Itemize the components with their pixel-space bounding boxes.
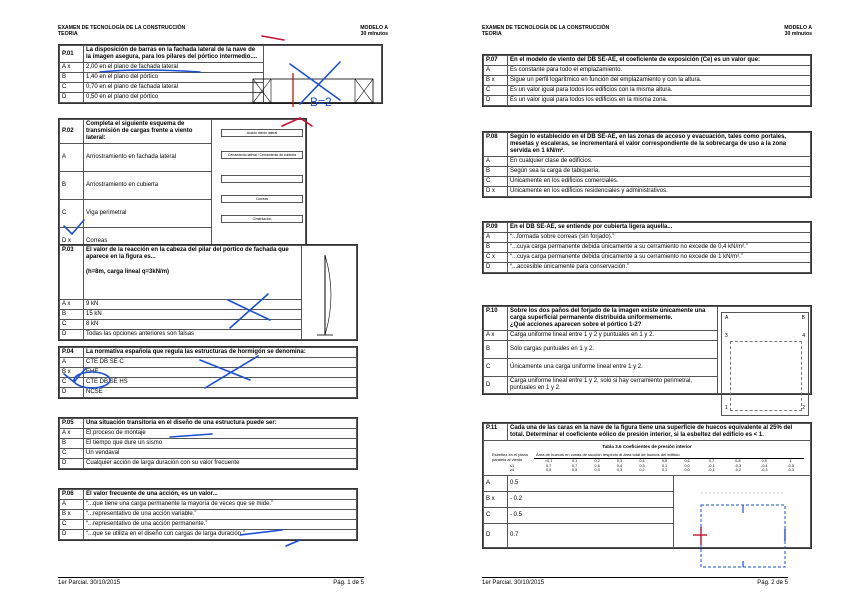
option-b[interactable]: Arriostramiento en cubierta	[84, 172, 212, 200]
table-cell: -0,1	[708, 468, 715, 473]
option-a[interactable]: 2,00 en el plano de fachada lateral	[84, 63, 264, 73]
option-c[interactable]: “...cuya carga permanente debida únicamente a su cerramiento no excede de 1 kN/m².”	[508, 253, 811, 263]
option-b[interactable]: EHE	[84, 368, 357, 378]
option-c[interactable]: “...representativo de una acción permanente.”	[84, 520, 357, 530]
exam-subtitle: TEORIA	[58, 31, 78, 37]
question-p11: P.11 Cada una de las caras en la nave de la figura tiene una superficie de huecos equivalente al 25% del total. Determinar el coeficiente eólico de presión interior, si la esbeltez del edificio es < 1. Tabla 3.6 Coeficientes de presión interior Esbeltez en el plano paralelo al viento Área de huecos en zonas de succión respecto al área total de huecos del edificio <0,1 0,1 0,2 0,3 0,4 0,5 0,6 0,7 0,8 0,9 1 ≤1 0,7 0,7 0,6 0,4 0,3 0,1 0,0 -0,1 -0,3 -0,4 -0,5 ≥4 0,5 0,5 0,4 0,3 0,2 0,1 0,0 -0,1 -0,2 -0,3 -0,3 A 0.5 B x - 0.2 C - 0.5 D 0.7	[482, 422, 812, 549]
exam-page-2	[482, 0, 848, 600]
question-p10: P.10 Sobre los dos paños del forjado de la imagen existe únicamente una carga superficial permanente distribuida uniformemente. ¿Qué acciones aparecen sobre el pórtico 1-2? A x Carga uniforme lineal entre 1 y 2 y puntuales en 1 y 2. B Sólo cargas puntuales en 1 y 2. C Únicamente una carga uniforme lineal entre 1 y 2. D Carga uniforme lineal entre 1 y 2, solo si hay cerramiento perimetral, puntuales en 1 y 2. A B 3 4 1 2	[482, 305, 812, 395]
table-cell: -0,5	[787, 463, 794, 468]
option-c[interactable]: Es un valor igual para todos los edificios con la misma altura.	[508, 86, 811, 96]
table-cell: -0,3	[760, 468, 768, 473]
exam-page-1	[58, 0, 438, 600]
table-col-header: 0,3	[616, 459, 623, 463]
table-col-header: 0,9	[761, 459, 767, 463]
option-b[interactable]: - 0.2	[508, 491, 674, 507]
table-cell: 0,1	[661, 463, 668, 468]
option-a[interactable]: Arriostramiento en fachada lateral	[84, 144, 212, 172]
table-col-header: 0,2	[594, 459, 600, 463]
option-c[interactable]: Viga perimetral	[84, 200, 212, 228]
table-col-header: 0,6	[684, 459, 690, 463]
page-footer: 1er Parcial. 30/10/2015 Pág. 2 de 5	[482, 577, 788, 586]
table-col-header: 0,7	[708, 459, 715, 463]
option-a[interactable]: 9 kN	[84, 300, 302, 310]
table-cell: 0,4	[616, 463, 623, 468]
option-c[interactable]: 8 kN	[84, 320, 302, 330]
page-footer: 1er Parcial. 30/10/2015 Pág. 1 de 5	[58, 577, 364, 586]
table-cell: 0,7	[571, 463, 578, 468]
table-cell: -0,4	[760, 463, 768, 468]
table-cell: 0,3	[616, 468, 623, 473]
page-header	[58, 25, 388, 37]
load-flow-diagram: Acción viento lateral Cerramiento lateral / Cerramiento de cubierta Correas Cimentación	[219, 127, 305, 225]
table-cell: 0,5	[571, 468, 578, 473]
option-b[interactable]: Sigue un perfil logarítmico en función del emplazamiento y con la altura.	[508, 76, 811, 86]
handwritten-note: B=2	[310, 95, 332, 109]
option-c[interactable]: - 0.5	[508, 507, 674, 523]
option-b[interactable]: Sólo cargas puntuales en 1 y 2.	[508, 341, 718, 359]
question-p06: P.06 El valor frecuente de una acción, es un valor... A “...que tiene una carga permanente la mayoría de veces que se mide.” B x “...representativo de una acción variable.” C “...representativo de una acción permanente.” D “...que se utiliza en el diseño con cargas de larga duración.”	[58, 488, 358, 541]
table-row-label: ≤1	[509, 463, 515, 468]
option-c[interactable]: 0,70 en el plano de fachada lateral	[84, 83, 264, 93]
option-d[interactable]: “...accesible únicamente para conservación.”	[508, 263, 811, 273]
question-p09: P.09 En el DB SE-AE, se entiende por cubierta ligera aquella... A “...formada sobre correas (sin forjado).” B “...cuya carga permanente debida únicamente a su cerramiento no excede de 0,4 kN/m².” C x “...cuya carga permanente debida únicamente a su cerramiento no excede de 1 kN/m².” D “...accesible únicamente para conservación.”	[482, 221, 812, 274]
question-p07: P.07 En el modelo de viento del DB SE-AE, el coeficiente de exposición (Ce) es un valor que: A Es constante para todo el emplazamiento. B x Sigue un perfil logarítmico en función del emplazamiento y con la altura. C Es un valor igual para todos los edificios con la misma altura. D Es un valor igual para todos los edificios en la misma zona.	[482, 54, 812, 107]
table-cell: 0,6	[594, 463, 600, 468]
option-a[interactable]: El proceso de montaje	[84, 429, 357, 439]
pressure-coefficients-table: Esbeltez en el plano paralelo al viento Área de huecos en zonas de succión respecto al área total de huecos del edificio <0,1 0,1 0,2 0,3 0,4 0,5 0,6 0,7 0,8 0,9 1 ≤1 0,7 0,7 0,6 0,4 0,3 0,1 0,0 -0,1 -0,3 -0,4 -0,5 ≥4 0,5 0,5 0,4 0,3 0,2 0,1 0,0 -0,1 -0,2 -0,3 -0,3	[490, 451, 804, 473]
option-c[interactable]: Únicamente en los edificios comerciales.	[508, 177, 811, 187]
question-p08: P.08 Según lo establecido en el DB SE-AE, en las zonas de acceso y evacuación, tales como portales, mesetas y escaleras, se incrementará el valor correspondiente de la sobrecarga de uso a la zona servida en 1 kN/m². A En cualquier clase de edificios. B Según sea la carga de tabiquería. C Únicamente en los edificios comerciales. D x Únicamente en los edificios residenciales y administrativos.	[482, 131, 812, 198]
option-a[interactable]: “...que tiene una carga permanente la mayoría de veces que se mide.”	[84, 500, 357, 510]
table-row-label: ≥4	[509, 468, 515, 473]
option-a[interactable]: Carga uniforme lineal entre 1 y 2 y puntuales en 1 y 2.	[508, 331, 718, 341]
question-p02: P.02 Completa el siguiente esquema de transmisión de cargas frente a viento lateral: A Arriostramiento en fachada lateral B Arriostramiento en cubierta C Viga perimetral D x Correas Acción viento lateral Cerramiento lateral / Cerramiento de cubierta Correas Cimentación	[58, 118, 307, 257]
option-d[interactable]: Correas	[84, 228, 212, 256]
option-b[interactable]: El tiempo que dure un sismo	[84, 439, 357, 449]
option-d[interactable]: Es un valor igual para todos los edificios en la misma zona.	[508, 96, 811, 106]
table-col-header: 1	[789, 459, 792, 463]
exam-title: EXAMEN DE TECNOLOGÍA DE LA CONSTRUCCIÓN	[58, 25, 186, 31]
option-d[interactable]: Cualquier acción de larga duración con su valor frecuente	[84, 459, 357, 469]
option-a[interactable]: CTE DB SE C	[84, 358, 357, 368]
question-p01: P.01 La disposición de barras en la fachada lateral de la nave de la imagen asegura, para los pilares del pórtico intermedio.... A x 2,00 en el plano de fachada lateral B 1,40 en el plano del pórtico C 0,70 en el plano de fachada lateral D 0,50 en el plano del pórtico	[58, 44, 383, 104]
table-cell: 0,0	[684, 468, 690, 473]
table-col-header: 0,5	[661, 459, 668, 463]
option-d[interactable]: 0.7	[508, 523, 674, 547]
table-cell: 0,7	[546, 463, 552, 468]
option-d[interactable]: Únicamente en los edificios residenciales y administrativos.	[508, 187, 811, 197]
option-d[interactable]: “...que se utiliza en el diseño con cargas de larga duración.”	[84, 530, 357, 540]
option-b[interactable]: “...cuya carga permanente debida únicamente a su cerramiento no excede de 0,4 kN/m².”	[508, 243, 811, 253]
option-b[interactable]: 1,40 en el plano del pórtico	[84, 73, 264, 83]
option-c[interactable]: Un vendaval	[84, 449, 357, 459]
table-cell: -0,3	[734, 463, 742, 468]
option-a[interactable]: Es constante para todo el emplazamiento.	[508, 66, 811, 76]
question-p05: P.05 Una situación transitoria en el diseño de una estructura puede ser: A x El proceso de montaje B El tiempo que dure un sismo C Un vendaval D Cualquier acción de larga duración con su valor frecuente	[58, 417, 358, 470]
option-b[interactable]: Según sea la carga de tabiquería.	[508, 167, 811, 177]
question-p04: P.04 La normativa española que regula las estructuras de hormigón se denomina: A CTE DB SE C B x EHE C CTE DB SE HS D NCSE	[58, 346, 358, 399]
table-cell: 0,1	[661, 468, 668, 473]
table-cell: -0,1	[708, 463, 715, 468]
option-a[interactable]: “...formada sobre correas (sin forjado).”	[508, 233, 811, 243]
table-cell: 0,5	[546, 468, 552, 473]
exam-model: MODELO A 30 minutos	[360, 25, 388, 37]
table-cell: 0,0	[684, 463, 690, 468]
table-col-header: <0,1	[544, 459, 553, 463]
table-cell: -0,3	[787, 468, 794, 473]
question-p03: P.03 El valor de la reacción en la cabeza del pilar del pórtico de fachada que aparece en la figura es... (h=8m, carga lineal q=3kN/m) A x 9 kN B 15 kN C 8 kN D Todas las opciones anteriores son falsas	[58, 244, 358, 341]
table-col-header: 0,1	[571, 459, 578, 463]
option-a[interactable]: 0.5	[508, 475, 674, 491]
option-d[interactable]: 0,50 en el plano del pórtico	[84, 93, 264, 103]
option-b[interactable]: 15 kN	[84, 310, 302, 320]
table-cell: 0,4	[594, 468, 600, 473]
option-c[interactable]: CTE DB SE HS	[84, 378, 357, 388]
table-col-header: 0,8	[735, 459, 741, 463]
option-d[interactable]: Todas las opciones anteriores son falsas	[84, 330, 302, 340]
slab-plan-figure: A B 3 4 1 2	[721, 312, 809, 416]
option-a[interactable]: En cualquier clase de edificios.	[508, 157, 811, 167]
option-d[interactable]: Carga uniforme lineal entre 1 y 2, solo si hay cerramiento perimetral, puntuales en 1 y 2.	[508, 377, 718, 394]
table-cell: 0,2	[639, 468, 645, 473]
table-cell: 0,3	[639, 463, 645, 468]
option-c[interactable]: Únicamente una carga uniforme lineal entre 1 y 2.	[508, 359, 718, 377]
table-cell: -0,2	[734, 468, 742, 473]
option-b[interactable]: “...representativo de una acción variable.”	[84, 510, 357, 520]
table-col-header: 0,4	[639, 459, 645, 463]
page-header: EXAMEN DE TECNOLOGÍA DE LA CONSTRUCCIÓN TEORIA MODELO A 30 minutos	[482, 25, 812, 37]
option-d[interactable]: NCSE	[84, 388, 357, 398]
